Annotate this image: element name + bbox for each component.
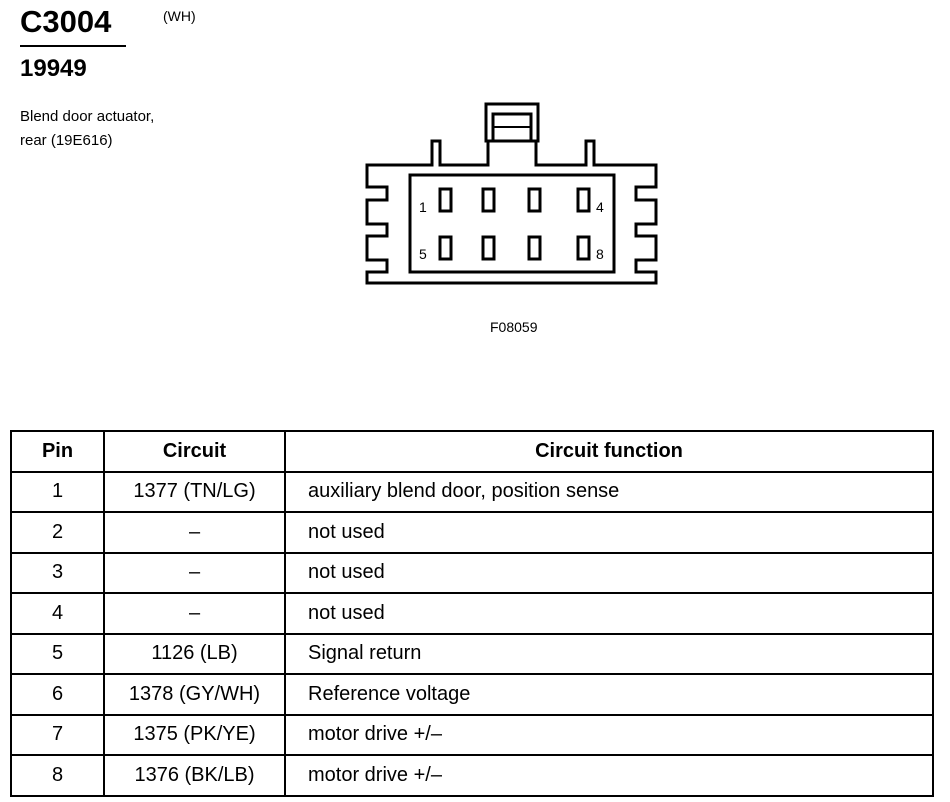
table-row [11,715,933,756]
table-row [11,512,933,553]
pin-cell: 3 [11,553,104,594]
pin-table [10,430,934,797]
pin-cavity-1 [440,189,451,211]
function-cell: not used [285,553,933,594]
pin-cell: 8 [11,755,104,796]
pin-cavity-3 [529,189,540,211]
circuit-cell: 1378 (GY/WH) [104,674,285,715]
description-line-2: rear (19E616) [20,132,113,149]
pin-cell: 5 [11,634,104,675]
pin-cavity-4 [578,189,589,211]
circuit-cell: 1377 (TN/LG) [104,472,285,513]
pin-cell: 7 [11,715,104,756]
circuit-cell: – [104,553,285,594]
color-code: (WH) [163,8,196,24]
table-row [11,674,933,715]
figure-code: F08059 [490,319,538,335]
table-header-row [11,431,933,472]
header-circuit: Circuit [104,431,285,472]
pin-cell: 1 [11,472,104,513]
circuit-cell: 1376 (BK/LB) [104,755,285,796]
pin-cavity-7 [529,237,540,259]
pin-cavity-5 [440,237,451,259]
description-line-1: Blend door actuator, [20,108,155,125]
function-cell: auxiliary blend door, position sense [285,472,933,513]
pin-cavity-2 [483,189,494,211]
header-pin: Pin [11,431,104,472]
pin-cell: 6 [11,674,104,715]
circuit-cell: – [104,593,285,634]
function-cell: not used [285,512,933,553]
function-cell: motor drive +/– [285,715,933,756]
table-row [11,472,933,513]
pin-cell: 2 [11,512,104,553]
pin-label-4: 4 [596,199,604,215]
table-row [11,593,933,634]
pin-cavity-8 [578,237,589,259]
table-row [11,553,933,594]
circuit-cell: 1126 (LB) [104,634,285,675]
function-cell: motor drive +/– [285,755,933,796]
table-row [11,755,933,796]
connector-id: C3004 [20,4,112,39]
header-function: Circuit function [285,431,933,472]
circuit-cell: – [104,512,285,553]
pin-label-1: 1 [419,199,427,215]
pin-cavity-6 [483,237,494,259]
circuit-cell: 1375 (PK/YE) [104,715,285,756]
table-row [11,634,933,675]
function-cell: not used [285,593,933,634]
pin-label-5: 5 [419,246,427,262]
pin-label-8: 8 [596,246,604,262]
function-cell: Reference voltage [285,674,933,715]
pin-cell: 4 [11,593,104,634]
part-number: 19949 [20,55,87,82]
function-cell: Signal return [285,634,933,675]
